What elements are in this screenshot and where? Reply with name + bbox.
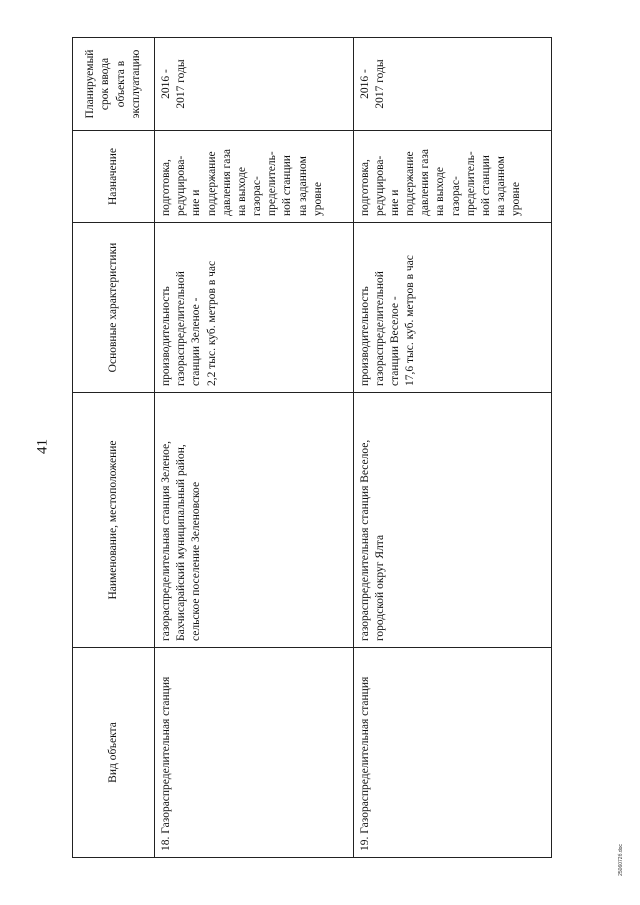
cell-characteristics xyxy=(155,223,354,393)
purpose-line: подготовка, xyxy=(358,159,371,216)
purpose-line: ние и xyxy=(190,189,203,216)
characteristics-line: 2,2 тыс. куб. метров в час xyxy=(205,260,218,386)
characteristics-line: газораспределительной xyxy=(175,271,188,386)
header-purpose: Назначение xyxy=(73,131,155,223)
table-row xyxy=(155,38,354,858)
document-code: 2506072б.doc xyxy=(618,844,624,876)
purpose-line: пределитель- xyxy=(464,151,477,216)
period-line: 2016 - xyxy=(160,69,172,99)
characteristics-line: производительность xyxy=(358,286,371,386)
cell-name-location: газораспределительная станция Зеленое, Бахчисарайский муниципальный район, сельское поселение Зеленовское xyxy=(155,393,354,648)
purpose-line: поддержание xyxy=(404,151,417,216)
purpose-line: на заданном xyxy=(495,156,508,216)
purpose-line: на выходе xyxy=(434,167,447,216)
cell-period xyxy=(353,38,552,131)
rotated-table-container xyxy=(72,38,552,858)
period-line: 2017 годы xyxy=(175,59,188,109)
header-object-type: Вид объекта xyxy=(73,648,155,858)
purpose-line: газорас- xyxy=(251,176,264,216)
cell-name-location: газораспределительная станция Веселое, городской округ Ялта xyxy=(353,393,552,648)
cell-object-type: 19. Газораспределительная станция xyxy=(353,648,552,858)
characteristics-line: производительность xyxy=(160,286,172,386)
period-line: 2017 годы xyxy=(373,59,386,109)
period-line: 2016 - xyxy=(358,69,371,99)
header-name-location: Наименование, местоположение xyxy=(73,393,155,648)
cell-characteristics xyxy=(353,223,552,393)
purpose-line: уровне xyxy=(510,182,523,216)
characteristics-line: газораспределительной xyxy=(373,271,386,386)
header-characteristics: Основные характеристики xyxy=(73,223,155,393)
cell-purpose xyxy=(155,131,354,223)
cell-object-type: 18. Газораспределительная станция xyxy=(155,648,354,858)
purpose-line: поддержание xyxy=(205,151,218,216)
table-header-row xyxy=(73,38,155,858)
purpose-line: ной станции xyxy=(281,155,294,216)
header-period-line: объекта в xyxy=(114,60,127,108)
purpose-line: редуцирова- xyxy=(175,155,188,216)
cell-period xyxy=(155,38,354,131)
purpose-line: давления газа xyxy=(419,148,432,216)
objects-table xyxy=(72,37,552,858)
purpose-line: газорас- xyxy=(449,176,462,216)
purpose-line: давления газа xyxy=(220,148,233,216)
table-row xyxy=(353,38,552,858)
purpose-line: на заданном xyxy=(296,156,309,216)
header-period-line: срок ввода xyxy=(99,57,112,111)
page-number: 41 xyxy=(34,439,51,454)
purpose-line: ной станции xyxy=(479,155,492,216)
purpose-line: пределитель- xyxy=(266,151,279,216)
header-period-line: эксплуатацию xyxy=(129,49,142,119)
header-period-line: Планируемый xyxy=(84,49,97,119)
cell-purpose xyxy=(353,131,552,223)
purpose-line: подготовка, xyxy=(160,159,172,216)
purpose-line: редуцирова- xyxy=(373,155,386,216)
characteristics-line: станции Веселое - xyxy=(388,296,401,386)
characteristics-line: станции Зеленое - xyxy=(190,297,203,386)
purpose-line: ние и xyxy=(388,189,401,216)
purpose-line: на выходе xyxy=(235,167,248,216)
header-period xyxy=(73,38,155,131)
purpose-line: уровне xyxy=(311,182,324,216)
characteristics-line: 17,6 тыс. куб. метров в час xyxy=(404,255,417,386)
